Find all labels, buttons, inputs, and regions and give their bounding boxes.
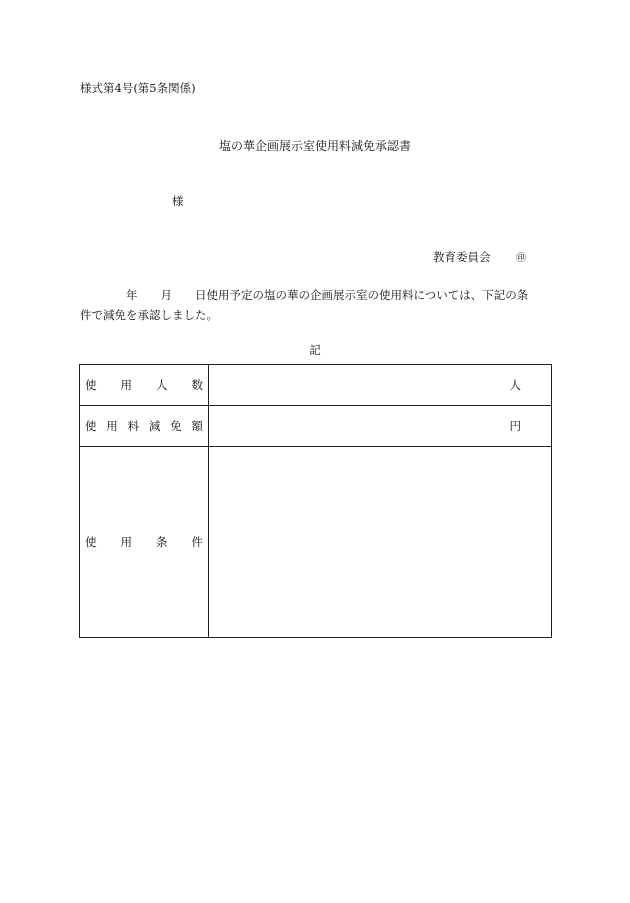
row-label-usage-count	[80, 365, 209, 406]
label-char: 人	[156, 378, 168, 392]
table-row-usage-count	[80, 365, 552, 406]
row-label-conditions	[80, 447, 209, 638]
label-char: 料	[127, 419, 140, 433]
label-char: 数	[191, 378, 203, 392]
seal-mark: ㊞	[516, 253, 526, 264]
label-char: 用	[120, 378, 132, 392]
addressee-honorific: 様	[172, 194, 184, 208]
document-title: 塩の華企画展示室使用料減免承認書	[218, 139, 411, 153]
body-text	[80, 285, 552, 325]
unit-label-yen: 円	[509, 419, 521, 433]
label-char: 免	[170, 419, 182, 433]
label-char: 用	[120, 535, 132, 549]
label-char: 使	[85, 378, 97, 392]
body-line-1: 年 月 日使用予定の塩の華の企画展示室の使用料については、下記の条	[80, 288, 529, 302]
unit-label-people: 人	[509, 378, 521, 392]
form-number: 様式第4号(第5条関係)	[80, 81, 196, 95]
fee-reduction-field[interactable]	[209, 406, 552, 447]
label-char: 減	[148, 419, 161, 433]
label-char: 額	[191, 419, 203, 433]
conditions-field[interactable]	[209, 447, 552, 638]
label-char: 使	[85, 419, 97, 433]
table-row-fee-reduction	[80, 406, 552, 447]
table-row-conditions	[80, 447, 552, 638]
label-char: 用	[106, 419, 118, 433]
row-label-fee-reduction	[80, 406, 209, 447]
label-char: 使	[85, 535, 97, 549]
usage-count-field[interactable]	[209, 365, 552, 406]
label-char: 件	[191, 535, 203, 549]
label-char: 条	[156, 535, 168, 549]
body-line-2: 件で減免を承認しました。	[80, 308, 218, 322]
details-table	[79, 364, 552, 638]
ki-heading: 記	[309, 343, 321, 357]
issuer-name: 教育委員会	[433, 250, 491, 264]
